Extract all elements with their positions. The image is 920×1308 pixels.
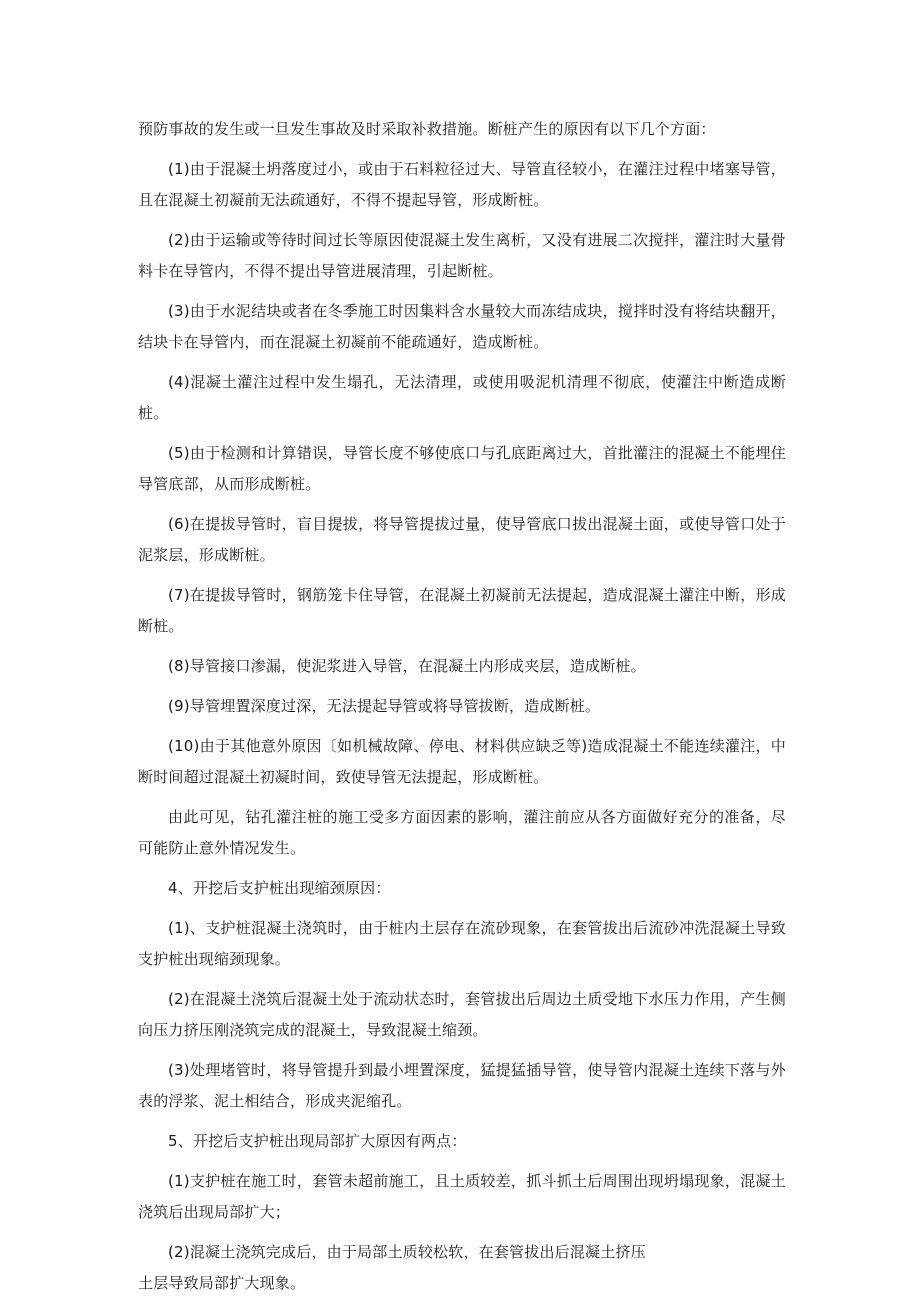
paragraph-expansion-2-continued: 土层导致局部扩大现象。 bbox=[138, 1274, 306, 1292]
section-heading-5: 5、开挖后支护桩出现局部扩大原因有两点： bbox=[168, 1132, 467, 1150]
paragraph-cause-4: (4)混凝土灌注过程中发生塌孔，无法清理，或使用吸泥机清理不彻底，使灌注中断造成断桩。 bbox=[138, 373, 786, 422]
paragraph-cause-6: (6)在提拔导管时，盲目提拔，将导管提拔过量，使导管底口拔出混凝土面，或使导管口处于泥浆层，形成断桩。 bbox=[138, 515, 786, 564]
section-heading-4: 4、开挖后支护桩出现缩颈原因： bbox=[168, 879, 391, 897]
paragraph-cause-5: (5)由于检测和计算错误，导管长度不够使底口与孔底距离过大，首批灌注的混凝土不能埋住导管底部，从而形成断桩。 bbox=[138, 444, 786, 493]
paragraph-necking-3: (3)处理堵管时，将导管提升到最小埋置深度，猛提猛插导管，使导管内混凝土连续下落与外表的浮浆、泥土相结合，形成夹泥缩孔。 bbox=[138, 1061, 786, 1110]
paragraph-intro: 预防事故的发生或一旦发生事故及时采取补救措施。断桩产生的原因有以下几个方面： bbox=[138, 120, 716, 138]
paragraph-cause-2: (2)由于运输或等待时间过长等原因使混凝土发生离析，又没有进展二次搅拌，灌注时大量骨料卡在导管内，不得不提出导管进展清理，引起断桩。 bbox=[138, 231, 786, 280]
paragraph-necking-1: (1)、支护桩混凝土浇筑时，由于桩内土层存在流砂现象，在套管拔出后流砂冲洗混凝土导致支护桩出现缩颈现象。 bbox=[138, 919, 786, 968]
paragraph-cause-3: (3)由于水泥结块或者在冬季施工时因集料含水量较大而冻结成块，搅拌时没有将结块翻开，结块卡在导管内，而在混凝土初凝前不能疏通好，造成断桩。 bbox=[138, 302, 786, 351]
paragraph-cause-1: (1)由于混凝土坍落度过小，或由于石料粒径过大、导管直径较小，在灌注过程中堵塞导管，且在混凝土初凝前无法疏通好，不得不提起导管，形成断桩。 bbox=[138, 160, 786, 209]
paragraph-cause-10: (10)由于其他意外原因〔如机械故障、停电、材料供应缺乏等)造成混凝土不能连续灌注，中断时间超过混凝土初凝时间，致使导管无法提起，形成断桩。 bbox=[138, 737, 786, 786]
paragraph-cause-9: (9)导管埋置深度过深，无法提起导管或将导管拔断，造成断桩。 bbox=[168, 697, 601, 715]
document-body bbox=[138, 114, 786, 1308]
paragraph-cause-8: (8)导管接口渗漏，使泥浆进入导管，在混凝土内形成夹层，造成断桩。 bbox=[168, 657, 646, 675]
paragraph-expansion-2: (2)混凝土浇筑完成后，由于局部土质较松软，在套管拔出后混凝土挤压 bbox=[168, 1243, 646, 1261]
paragraph-expansion-1: (1)支护桩在施工时，套管未超前施工，且土质较差，抓斗抓土后周围出现坍塌现象，混凝土浇筑后出现局部扩大； bbox=[138, 1172, 786, 1221]
paragraph-summary: 由此可见，钻孔灌注桩的施工受多方面因素的影响，灌注前应从各方面做好充分的准备，尽可能防止意外情况发生。 bbox=[138, 808, 786, 857]
paragraph-necking-2: (2)在混凝土浇筑后混凝土处于流动状态时，套管拔出后周边土质受地下水压力作用，产生侧向压力挤压刚浇筑完成的混凝土，导致混凝土缩颈。 bbox=[138, 990, 786, 1039]
paragraph-cause-7: (7)在提拔导管时，钢筋笼卡住导管，在混凝土初凝前无法提起，造成混凝土灌注中断，形成断桩。 bbox=[138, 586, 786, 635]
